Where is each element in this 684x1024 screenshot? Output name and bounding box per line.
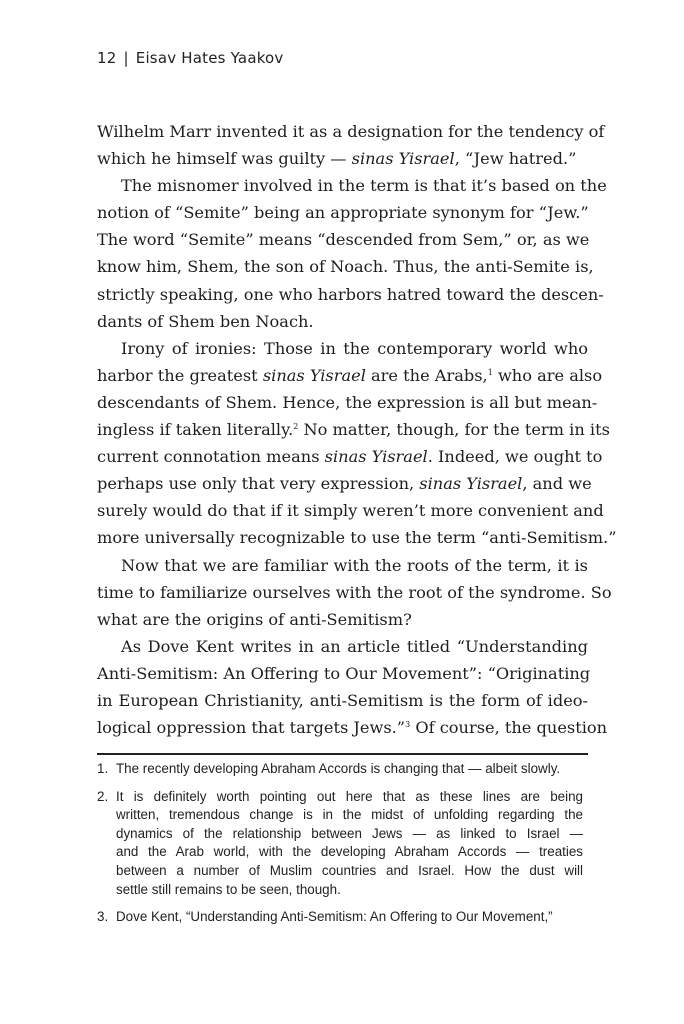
text-segment: surely would do that if it simply weren’t more convenient and <box>97 501 604 521</box>
text-segment: Of course, the question <box>410 718 608 738</box>
footnote-number: 1. <box>97 761 109 776</box>
footnote <box>97 908 583 927</box>
body-line <box>97 714 608 741</box>
text-segment: Wilhelm Marr invented it as a designation for the tendency of <box>97 122 605 141</box>
body-line <box>97 253 594 280</box>
text-segment: strictly speaking, one who harbors hatred toward the descen- <box>97 284 604 304</box>
italic-term: sinas Yisrael <box>351 149 455 169</box>
text-segment: notion of “Semite” being an appropriate synonym for “Jew.” <box>97 203 589 223</box>
footnote-marker[interactable]: 2 <box>293 422 299 432</box>
footnote-text <box>116 760 583 779</box>
italic-term: sinas Yisrael <box>324 447 428 467</box>
text-segment: As Dove Kent writes in an article titled “Understanding <box>121 636 588 656</box>
body-line <box>97 145 588 172</box>
text-segment: , and we <box>522 474 592 494</box>
footnote-number: 2. <box>97 788 109 804</box>
text-segment: Irony of ironies: Those in the contemporary world who <box>121 338 588 358</box>
text-segment: more universally recognizable to use the term “anti-Semitism.” <box>97 528 617 548</box>
text-segment: descendants of Shem. Hence, the expression is all but mean- <box>97 392 598 412</box>
body-line <box>97 416 610 443</box>
text-segment: know him, Shem, the son of Noach. Thus, the anti-Semite is, <box>97 257 594 277</box>
body-line <box>97 552 588 579</box>
body-line <box>97 118 605 145</box>
text-segment: are the Arabs, <box>365 365 488 385</box>
footnote-divider <box>97 753 588 755</box>
footnote-number: 3. <box>97 909 109 925</box>
body-line <box>97 497 604 524</box>
running-header <box>97 49 284 67</box>
footnote-marker[interactable]: 1 <box>487 367 493 377</box>
italic-term: sinas Yisrael <box>419 474 523 494</box>
body-line <box>97 633 588 660</box>
footnote-marker[interactable]: 3 <box>405 720 411 730</box>
text-segment: The misnomer involved in the term is that it’s based on the <box>121 176 607 196</box>
body-line <box>97 470 592 497</box>
text-segment: current connotation means <box>97 447 325 467</box>
footnote-line: The recently developing Abraham Accords is changing that — albeit slowly. <box>116 761 561 776</box>
footnote-line: written, tremendous change is in the midst of unfolding regarding the <box>116 807 583 823</box>
text-segment: harbor the greatest <box>97 365 263 385</box>
body-line <box>97 226 588 253</box>
body-line <box>97 362 603 389</box>
text-segment: ingless if taken literally. <box>97 420 294 440</box>
text-segment: what are the origins of anti-Semitism? <box>97 609 412 629</box>
body-line <box>97 281 604 308</box>
body-line <box>97 389 598 416</box>
body-line <box>97 308 588 335</box>
text-segment: perhaps use only that very expression, <box>97 474 420 494</box>
footnote-text <box>116 908 583 927</box>
body-line <box>97 199 588 226</box>
body-line <box>97 172 607 199</box>
text-segment: No matter, though, for the term in its <box>298 420 610 440</box>
italic-term: sinas Yisrael <box>262 365 366 385</box>
page-number: 12 <box>97 49 117 67</box>
text-segment: The word “Semite” means “descended from Sem,” or, as we <box>97 230 590 250</box>
body-line <box>97 606 588 633</box>
footnote-line: and the Arab world, with the developing Abraham Accords — treaties <box>116 844 583 860</box>
footnote-line: Dove Kent, “Understanding Anti-Semitism: An Offering to Our Movement,” <box>116 909 553 925</box>
header-separator: | <box>123 49 129 67</box>
footnote-line: settle still remains to be seen, though. <box>116 881 341 897</box>
footnote-line: between a number of Muslim countries and Israel. How the dust will <box>116 862 583 878</box>
text-segment: dants of Shem ben Noach. <box>97 311 314 331</box>
text-segment: logical oppression that targets Jews.” <box>97 718 406 738</box>
footnote-line: dynamics of the relationship between Jews — as linked to Israel — <box>116 825 583 841</box>
footnotes <box>97 760 583 936</box>
body-line <box>97 524 617 551</box>
text-segment: Anti-Semitism: An Offering to Our Movement”: “Originating <box>97 663 591 683</box>
body-line <box>97 335 588 362</box>
footnote <box>97 760 583 779</box>
body-text <box>97 118 617 741</box>
footnote <box>97 788 583 900</box>
body-line <box>97 660 591 687</box>
text-segment: , “Jew hatred.” <box>454 149 577 169</box>
body-line <box>97 687 588 714</box>
text-segment: time to familiarize ourselves with the root of the syndrome. So <box>97 582 612 602</box>
text-segment: . Indeed, we ought to <box>427 447 603 467</box>
footnote-line: It is definitely worth pointing out here that as these lines are being <box>116 788 583 804</box>
text-segment: in European Christianity, anti-Semitism is the form of ideo- <box>97 690 588 710</box>
footnote-text <box>116 788 583 900</box>
text-segment: Now that we are familiar with the roots of the term, it is <box>121 555 588 575</box>
text-segment: who are also <box>492 365 603 385</box>
body-line <box>97 579 612 606</box>
body-line <box>97 443 603 470</box>
text-segment: which he himself was guilty — <box>97 149 352 169</box>
running-title: Eisav Hates Yaakov <box>135 49 284 67</box>
